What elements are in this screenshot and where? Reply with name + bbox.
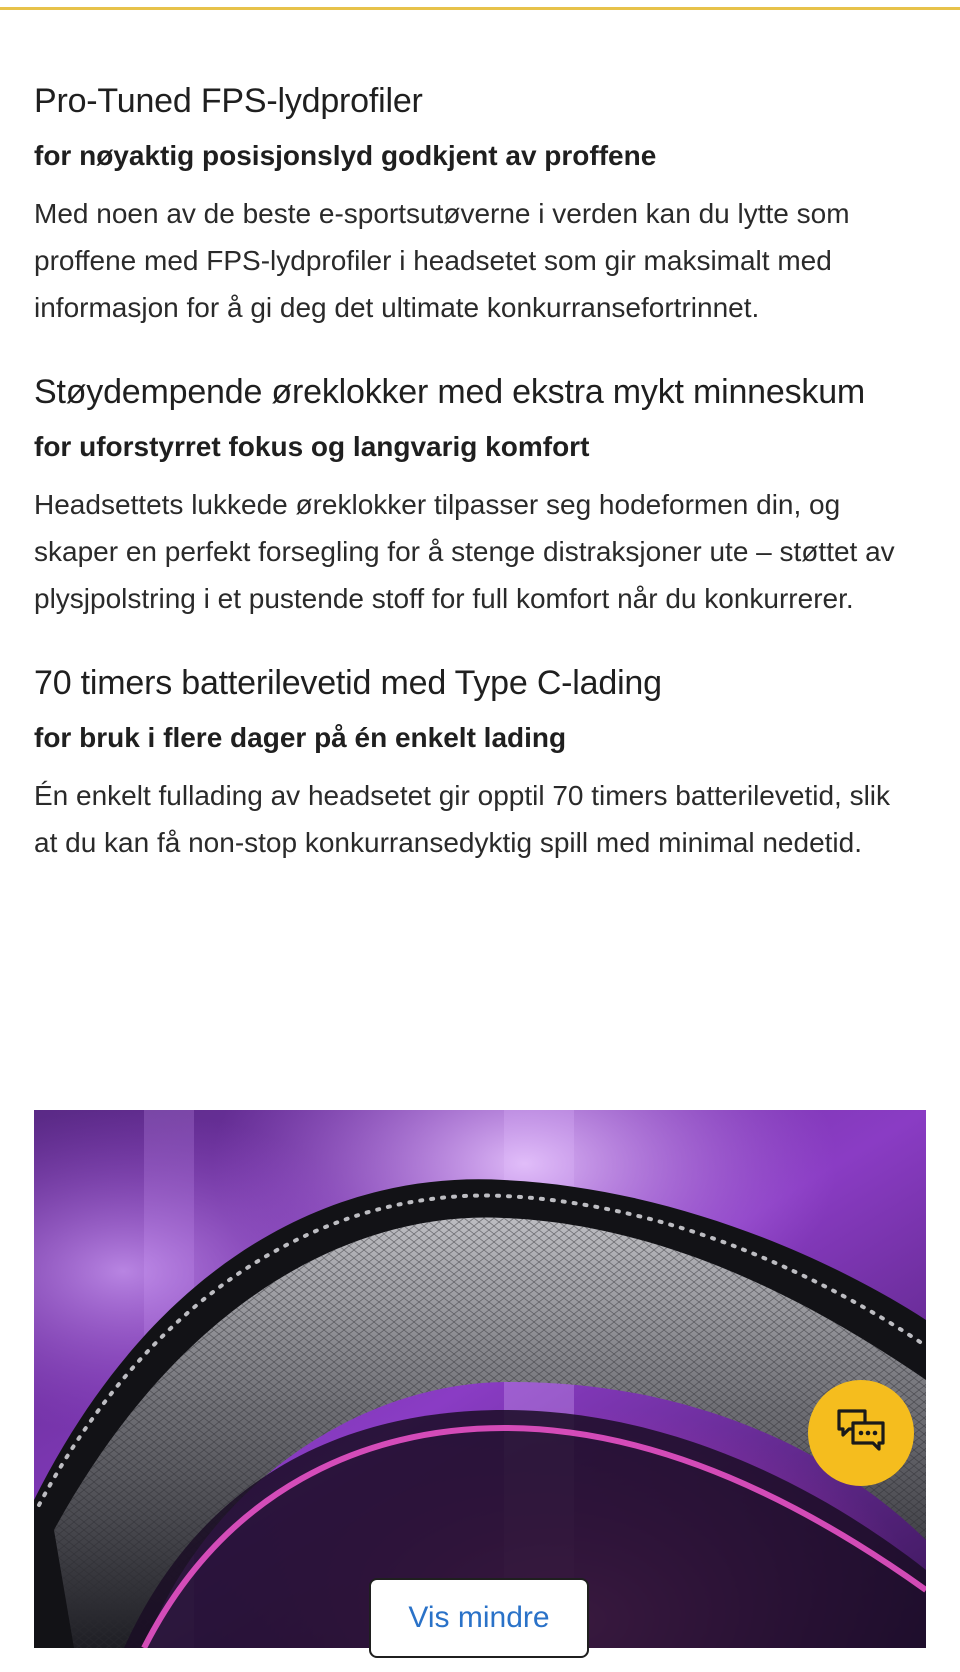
feature-subtitle: for bruk i flere dager på én enkelt lading [34, 722, 567, 753]
feature-body: Én enkelt fullading av headsetet gir opptil 70 timers batterilevetid, slik at du kan få non-stop konkurransedyktig spill med minimal nedetid. [34, 780, 891, 858]
feature-battery [34, 660, 934, 866]
feature-ear-cushions [34, 369, 934, 622]
feature-list [34, 78, 934, 904]
feature-title: 70 timers batterilevetid med Type C-lading [34, 664, 662, 702]
feature-body: Headsettets lukkede øreklokker tilpasser seg hodeformen din, og skaper en perfekt forsegling for å stenge distraksjoner ute – støttet av plysjpolstring i et pustende stoff for full komfort når du konkurrerer. [34, 489, 895, 614]
chat-bubbles-icon [835, 1407, 887, 1460]
feature-audio-profiles [34, 78, 934, 331]
feature-subtitle: for nøyaktig posisjonslyd godkjent av proffene [34, 140, 657, 171]
top-accent-rule [0, 7, 960, 10]
feature-body: Med noen av de beste e-sportsutøverne i verden kan du lytte som proffene med FPS-lydprofiler i headsetet som gir maksimalt med informasjon for å gi deg det ultimate konkurransefortrinnet. [34, 198, 850, 323]
feature-subtitle: for uforstyrret fokus og langvarig komfort [34, 431, 590, 462]
show-less-button[interactable]: Vis mindre [369, 1578, 589, 1658]
feature-title: Støydempende øreklokker med ekstra mykt minneskum [34, 373, 866, 411]
feature-title: Pro-Tuned FPS-lydprofiler [34, 82, 423, 120]
chat-button[interactable] [808, 1380, 914, 1486]
headband-product-image [34, 1110, 926, 1648]
